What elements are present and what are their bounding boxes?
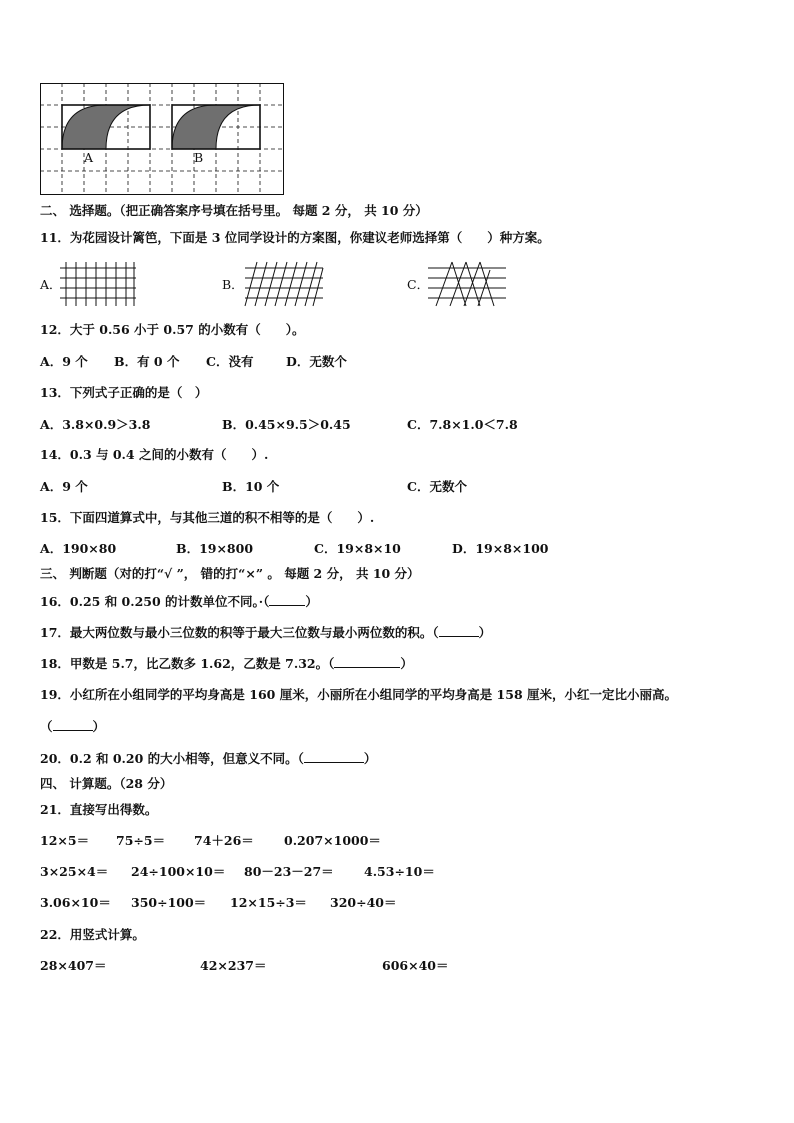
q13-option-c: C．7.8×1.0＜7.8: [407, 417, 518, 432]
q18-close: ）: [400, 656, 413, 671]
q12-option-c: C．没有: [206, 354, 254, 369]
q16-answer-blank[interactable]: [269, 593, 305, 606]
q14-option-a: A．9 个: [40, 479, 88, 494]
q14-option-b: B．10 个: [222, 479, 280, 494]
q11-option-a: A．: [40, 277, 62, 292]
q21-item: 75÷5＝: [116, 833, 166, 848]
q18-answer-blank[interactable]: [334, 655, 400, 668]
q22-item: 42×237＝: [200, 958, 267, 973]
shape-a-label: A: [84, 150, 94, 165]
q12-text: 12．大于 0.56 小于 0.57 的小数有（ ）。: [40, 322, 305, 337]
q20-close: ）: [363, 751, 377, 766]
q11-option-b: B．: [222, 277, 244, 292]
q15-option-b: B．19×800: [176, 541, 254, 556]
q19-answer-row: [40, 718, 105, 735]
q19-open: （: [40, 719, 53, 734]
q11-text: 11．为花园设计篱笆，下面是 3 位同学设计的方案图，你建议老师选择第（ ）种方案。: [40, 230, 550, 245]
q21-item: 4.53÷10＝: [364, 864, 435, 879]
shape-grid-figure: [40, 83, 285, 196]
q19-text: 19．小红所在小组同学的平均身高是 160 厘米，小丽所在小组同学的平均身高是 158 厘米，小红一定比小丽高。: [40, 687, 677, 702]
q13-option-b: B．0.45×9.5＞0.45: [222, 417, 351, 432]
q21-item: 350÷100＝: [131, 895, 207, 910]
section2-heading: 二、 选择题。（把正确答案序号填在括号里。 每题 2 分， 共 10 分）: [40, 203, 428, 218]
q12-option-a: A．9 个: [40, 354, 88, 369]
q18-text: 18．甲数是 5.7，比乙数多 1.62，乙数是 7.32。（: [40, 656, 335, 671]
fence-c-figure: [428, 262, 508, 306]
q22-item: 28×407＝: [40, 958, 107, 973]
q17-close: ）: [478, 625, 492, 640]
q15-option-d: D．19×8×100: [452, 541, 549, 556]
q21-item: 12×5＝: [40, 833, 90, 848]
q18-row: [40, 655, 413, 672]
q21-item: 3.06×10＝: [40, 895, 111, 910]
q17-answer-blank[interactable]: [439, 624, 479, 637]
q21-item: 74＋26＝: [194, 833, 254, 848]
section4-heading: 四、 计算题。（28 分）: [40, 776, 173, 791]
fence-a-figure: [60, 262, 136, 306]
q15-text: 15．下面四道算式中，与其他三道的积不相等的是（ ）.: [40, 510, 375, 525]
q20-answer-blank[interactable]: [304, 750, 364, 763]
q13-text: 13．下列式子正确的是（ ）: [40, 385, 208, 400]
q22-text: 22．用竖式计算。: [40, 927, 145, 942]
q15-option-a: A．190×80: [40, 541, 117, 556]
q14-text: 14．0.3 与 0.4 之间的小数有（ ）.: [40, 447, 269, 462]
q20-row: [40, 750, 376, 767]
q21-item: 0.207×1000＝: [284, 833, 381, 848]
q16-text: 16．0.25 和 0.250 的计数单位不同。·（: [40, 594, 270, 609]
shape-b-label: B: [194, 150, 204, 165]
q14-option-c: C．无数个: [407, 479, 467, 494]
q13-option-a: A．3.8×0.9＞3.8: [40, 417, 151, 432]
q21-item: 320÷40＝: [330, 895, 397, 910]
q12-option-d: D．无数个: [286, 354, 347, 369]
q21-item: 24÷100×10＝: [131, 864, 226, 879]
shape-a: [62, 105, 150, 149]
q19-answer-blank[interactable]: [53, 718, 93, 731]
q22-item: 606×40＝: [382, 958, 449, 973]
section3-heading: 三、 判断题（对的打“√ ”， 错的打“×” 。 每题 2 分， 共 10 分）: [40, 566, 420, 581]
q20-text: 20．0.2 和 0.20 的大小相等，但意义不同。（: [40, 751, 304, 766]
q21-item: 12×15÷3＝: [230, 895, 307, 910]
fence-b-figure: [243, 262, 323, 306]
q19-close: ）: [92, 719, 106, 734]
q16-close: ）: [305, 594, 318, 609]
q12-option-b: B．有 0 个: [114, 354, 180, 369]
q17-row: [40, 624, 491, 641]
q16-row: [40, 593, 318, 610]
q17-text: 17．最大两位数与最小三位数的积等于最大三位数与最小两位数的积。（: [40, 625, 439, 640]
q21-item: 3×25×4＝: [40, 864, 109, 879]
q21-item: 80－23－27＝: [244, 864, 334, 879]
q21-text: 21．直接写出得数。: [40, 802, 158, 817]
q15-option-c: C．19×8×10: [314, 541, 401, 556]
q11-option-c: C．: [407, 277, 430, 292]
